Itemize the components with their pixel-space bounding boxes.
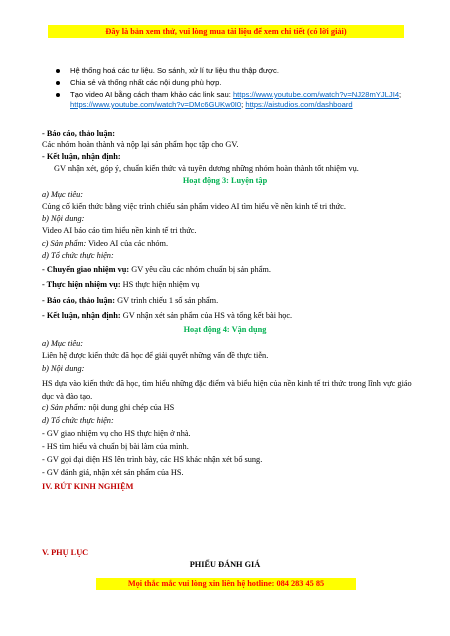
hd3-step-text: GV nhận xét sản phẩm của HS và tổng kết bài học. <box>120 311 293 320</box>
conclusion-label: - Kết luận, nhận định: <box>42 152 121 161</box>
hd3-organize-label: d) Tổ chức thực hiện: <box>42 251 114 260</box>
bullet-item <box>56 78 406 88</box>
separator: ; <box>241 100 246 109</box>
hd4-product-label: c) Sản phẩm: <box>42 403 87 412</box>
hd3-step-text: HS thực hiện nhiệm vụ <box>120 280 200 289</box>
hd3-step-label: - Thực hiện nhiệm vụ: <box>42 280 121 289</box>
bullet-dot-icon <box>56 69 60 73</box>
youtube-link-1[interactable]: https://www.youtube.com/watch?v=NJ28mYJLJI4 <box>232 90 400 99</box>
hd4-step: - HS tìm hiểu và chuẩn bị bài làm của mình. <box>42 442 189 451</box>
hd3-step <box>42 296 218 306</box>
activity-4-title: Hoạt động 4: Vận dụng <box>183 325 267 334</box>
bullet-text: Chia sẻ và thống nhất các nội dung phù hợp. <box>70 78 222 87</box>
hotline-footer: Mọi thắc mắc vui lòng xin liên hệ hotline: 084 283 45 85 <box>96 578 356 590</box>
hd3-step <box>42 280 200 290</box>
hd3-step-label: - Chuyển giao nhiệm vụ: <box>42 265 130 274</box>
bullet-text: Hệ thống hoá các tư liệu. So sánh, xử lí tư liệu thu thập được. <box>70 66 279 75</box>
hd3-objective-text: Củng cố kiến thức bằng việc trình chiếu sản phẩm video AI tìm hiểu về nền kinh tế tri thức. <box>42 202 346 211</box>
hd3-step-text: GV trình chiếu 1 số sản phẩm. <box>115 296 219 305</box>
report-label: - Báo cáo, thảo luận: <box>42 129 116 138</box>
hd4-organize-label: d) Tổ chức thực hiện: <box>42 416 114 425</box>
hd3-step-label: - Báo cáo, thảo luận: <box>42 296 116 305</box>
bullet-item <box>56 66 406 76</box>
bullet-dot-icon <box>56 93 60 97</box>
hd4-step: - GV đánh giá, nhận xét sản phẩm của HS. <box>42 468 184 477</box>
section-v-heading: V. PHỤ LỤC <box>42 548 89 557</box>
hd3-product-label: c) Sản phẩm: <box>42 239 87 248</box>
hd3-content-label: b) Nội dung: <box>42 214 85 223</box>
separator: ; <box>399 90 402 99</box>
bullet-list <box>56 66 406 112</box>
hd4-content-label: b) Nội dung: <box>42 364 85 373</box>
bullet-text: Tạo video AI bằng cách tham khảo các link sau: <box>70 90 233 99</box>
hd3-product-text: Video AI của các nhóm. <box>86 239 169 248</box>
hd4-step: - GV giao nhiệm vụ cho HS thực hiện ở nhà. <box>42 429 191 438</box>
report-text: Các nhóm hoàn thành và nộp lại sản phẩm học tập cho GV. <box>42 140 239 149</box>
hd3-content-text: Video AI báo cáo tìm hiểu nền kinh tế tri thức. <box>42 226 197 235</box>
section-iv-heading: IV. RÚT KINH NGHIỆM <box>42 482 134 491</box>
youtube-link-2[interactable]: https://www.youtube.com/watch?v=DMc6GUKw0I0 <box>70 100 242 109</box>
hd4-content-text: HS dựa vào kiến thức đã học, tìm hiểu những đặc điểm và biểu hiện của nền kinh tế tri thức trong lĩnh vực giáo dục và đào tạo. <box>42 379 412 401</box>
activity-3-title: Hoạt động 3: Luyện tập <box>182 176 268 185</box>
hd4-objective-label: a) Mục tiêu: <box>42 339 84 348</box>
hd3-objective-label: a) Mục tiêu: <box>42 190 84 199</box>
bullet-item-video <box>56 90 406 110</box>
hd3-product <box>42 239 168 249</box>
hd3-step <box>42 265 271 275</box>
preview-banner: Đây là bản xem thử, vui lòng mua tài liệu để xem chi tiết (có lời giải) <box>48 25 404 38</box>
form-title: PHIẾU ĐÁNH GIÁ <box>189 560 261 569</box>
hd3-step-text: GV yêu cầu các nhóm chuẩn bị sản phẩm. <box>129 265 271 274</box>
conclusion-text: GV nhận xét, góp ý, chuẩn kiến thức và tuyên dương những nhóm hoàn thành tốt nhiệm vụ. <box>54 164 359 173</box>
hd3-step-label: - Kết luận, nhận định: <box>42 311 121 320</box>
hd4-step: - GV gọi đại diện HS lên trình bày, các HS khác nhận xét bổ sung. <box>42 455 263 464</box>
bullet-dot-icon <box>56 81 60 85</box>
hd4-product-text: nội dung ghi chép của HS <box>86 403 175 412</box>
hd3-step <box>42 311 292 321</box>
hd4-product <box>42 403 174 413</box>
hd4-objective-text: Liên hệ được kiến thức đã học để giải quyết những vấn đề thực tiễn. <box>42 351 269 360</box>
aistudios-link[interactable]: https://aistudios.com/dashboard <box>245 100 353 109</box>
